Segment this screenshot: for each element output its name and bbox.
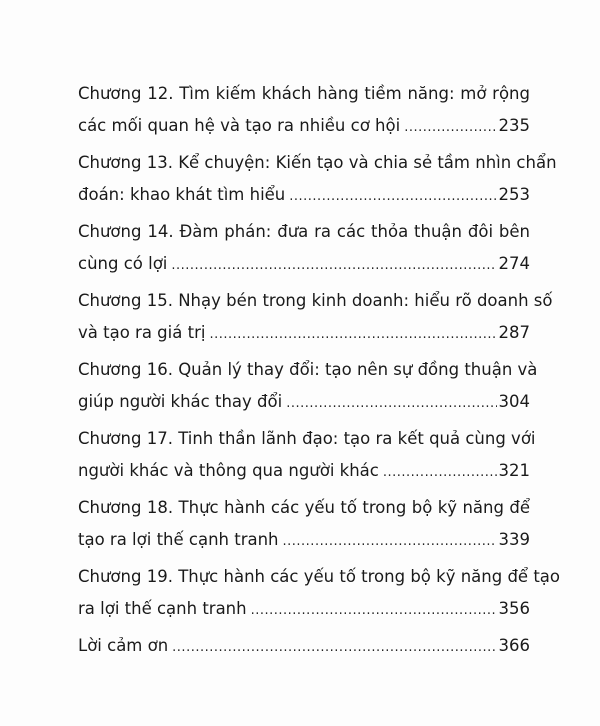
toc-entry-leader-line (78, 110, 530, 144)
toc-entry-title-continuation: cùng có lợi (78, 254, 168, 273)
toc-entry-leader-line (78, 179, 530, 213)
toc-page-number: 366 (498, 636, 530, 655)
toc-entry-title-continuation: đoán: khao khát tìm hiểu (78, 185, 286, 204)
toc-entry-title-continuation: tạo ra lợi thế cạnh tranh (78, 530, 279, 549)
toc-entry-chapter-16 (78, 354, 538, 420)
toc-entry-title-line: Chương 12. Tìm kiếm khách hàng tiềm năng: mở rộng (78, 84, 530, 103)
dot-leader (289, 181, 496, 213)
toc-entry-leader-line (78, 524, 530, 558)
toc-page-number: 356 (498, 599, 530, 618)
toc-entry-leader-line (78, 248, 530, 282)
toc-entry-title-continuation: người khác và thông qua người khác (78, 461, 379, 480)
table-of-contents (78, 78, 560, 667)
toc-entry-title-continuation: ra lợi thế cạnh tranh (78, 599, 247, 618)
toc-entry-leader-line (78, 630, 530, 664)
toc-entry-leader-line (78, 455, 530, 489)
toc-page-number: 253 (498, 185, 530, 204)
toc-page-number: 321 (498, 461, 530, 480)
toc-page-number: 235 (498, 116, 530, 135)
toc-entry-chapter-18 (78, 492, 530, 558)
toc-entry-title-line: Chương 17. Tinh thần lãnh đạo: tạo ra kết quả cùng với (78, 429, 536, 448)
toc-entry-acknowledgements (78, 630, 530, 664)
dot-leader (286, 388, 496, 420)
dot-leader (251, 595, 497, 627)
toc-entry-title-line: Chương 16. Quản lý thay đổi: tạo nên sự đồng thuận và (78, 360, 538, 379)
toc-entry-title-continuation: các mối quan hệ và tạo ra nhiều cơ hội (78, 116, 401, 135)
toc-entry-title-continuation: và tạo ra giá trị (78, 323, 206, 342)
toc-entry-title: Lời cảm ơn (78, 636, 169, 655)
dot-leader (404, 112, 496, 144)
toc-entry-chapter-12 (78, 78, 530, 144)
dot-leader (383, 457, 497, 489)
toc-page-number: 274 (498, 254, 530, 273)
toc-page-number: 287 (498, 323, 530, 342)
toc-entry-chapter-15 (78, 285, 553, 351)
toc-entry-title-line: Chương 14. Đàm phán: đưa ra các thỏa thuận đôi bên (78, 222, 530, 241)
toc-entry-title-continuation: giúp người khác thay đổi (78, 392, 283, 411)
dot-leader (283, 526, 497, 558)
toc-entry-chapter-14 (78, 216, 530, 282)
toc-entry-title-line: Chương 13. Kể chuyện: Kiến tạo và chia sẻ tầm nhìn chẩn (78, 153, 557, 172)
toc-page-number: 339 (498, 530, 530, 549)
toc-entry-chapter-19 (78, 561, 560, 627)
dot-leader (171, 250, 496, 282)
toc-entry-chapter-13 (78, 147, 557, 213)
toc-entry-title-line: Chương 15. Nhạy bén trong kinh doanh: hiểu rõ doanh số (78, 291, 553, 310)
toc-entry-title-line: Chương 18. Thực hành các yếu tố trong bộ kỹ năng để (78, 498, 530, 517)
dot-leader (172, 632, 496, 664)
toc-entry-leader-line (78, 317, 530, 351)
toc-entry-chapter-17 (78, 423, 536, 489)
toc-entry-title-line: Chương 19. Thực hành các yếu tố trong bộ kỹ năng để tạo (78, 567, 560, 586)
toc-entry-leader-line (78, 593, 530, 627)
toc-page-number: 304 (498, 392, 530, 411)
toc-entry-leader-line (78, 386, 530, 420)
dot-leader (209, 319, 496, 351)
